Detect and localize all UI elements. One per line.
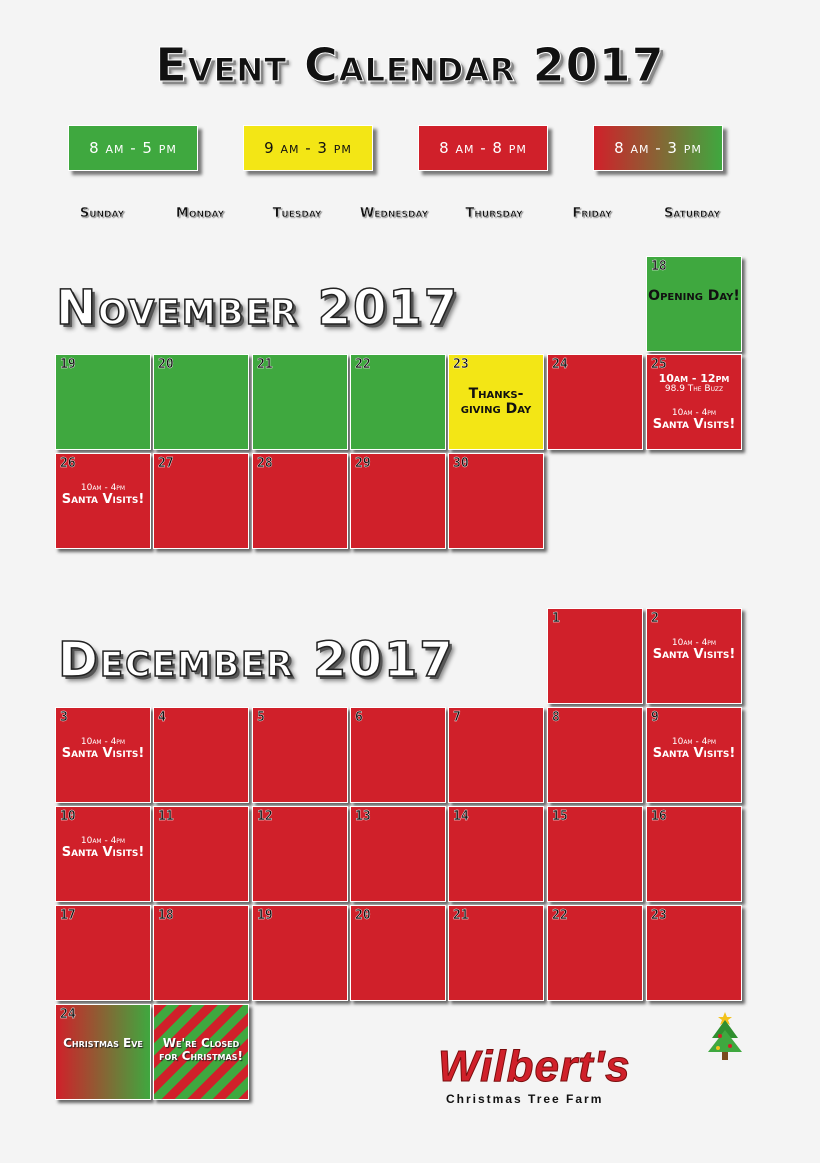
day-number: 4 [158,710,166,725]
event-name: Santa Visits! [652,647,736,663]
weekday-friday: Friday [572,206,612,221]
page-title: Event Calendar 2017 [155,38,665,92]
november-day-cell [252,453,348,549]
event-time: 10am - 4pm [671,638,717,648]
legend-gradient [593,125,723,171]
day-number: 26 [60,456,76,471]
radio-time: 10am - 12pm [658,372,730,385]
november-day-cell [55,354,151,450]
event-name: Santa Visits! [61,746,145,762]
december-day-cell [646,707,742,803]
november-day-cell [350,453,446,549]
day-number: 14 [453,809,469,824]
weekday-thursday: Thursday [465,206,523,221]
december-day-cell [547,608,643,704]
day-number: 3 [60,710,68,725]
december-day-cell [448,707,544,803]
day-number: 25 [651,357,667,372]
day-number: 29 [355,456,371,471]
event-text [647,639,741,662]
event-name: Santa Visits! [652,417,736,433]
day-number: 11 [158,809,174,824]
day-number: 22 [355,357,371,372]
event-name: Santa Visits! [61,845,145,861]
december-day-cell [252,905,348,1001]
day-number: 7 [453,710,461,725]
logo-name: Wilbert's [438,1042,631,1091]
december-day-cell [350,806,446,902]
day-number: 16 [651,809,667,824]
december-day-cell [55,1004,151,1100]
event-text [647,738,741,761]
event-time: 10am - 4pm [671,408,717,418]
day-number: 15 [552,809,568,824]
november-day-cell [646,354,742,450]
december-day-cell [646,905,742,1001]
day-number: 24 [552,357,568,372]
event-text [56,738,150,761]
november-day-cell [252,354,348,450]
day-number: 18 [651,259,667,274]
radio-event [647,373,741,394]
legend-red [418,125,548,171]
december-day-cell [448,905,544,1001]
wilberts-logo [428,1040,738,1110]
weekday-tuesday: Tuesday [272,206,322,221]
day-number: 2 [651,611,659,626]
november-day-cell [448,354,544,450]
day-number: 19 [257,908,273,923]
december-day-cell [55,905,151,1001]
radio-station: 98.9 The Buzz [664,383,724,394]
december-day-cell [547,905,643,1001]
logo-tagline: Christmas Tree Farm [446,1092,604,1106]
day-number: 1 [552,611,560,626]
day-number: 22 [552,908,568,923]
day-number: 6 [355,710,363,725]
event-time: 10am - 4pm [671,737,717,747]
december-day-cell [448,806,544,902]
december-day-cell [547,707,643,803]
day-number: 24 [60,1007,76,1022]
december-day-cell [153,806,249,902]
november-title: November 2017 [56,280,460,336]
december-day-cell [153,1004,249,1100]
day-number: 10 [60,809,76,824]
november-day-cell [448,453,544,549]
december-day-cell [646,608,742,704]
event-text [56,1037,150,1050]
day-number: 21 [257,357,273,372]
event-text [56,484,150,507]
december-day-cell [55,806,151,902]
day-number: 5 [257,710,265,725]
weekday-wednesday: Wednesday [359,206,429,221]
november-day-cell [547,354,643,450]
day-number: 23 [651,908,667,923]
legend-yellow [243,125,373,171]
weekday-monday: Monday [175,206,225,221]
legend-green [68,125,198,171]
december-day-cell [153,707,249,803]
event-text: Thanks-giving Day [460,386,532,417]
day-number: 21 [453,908,469,923]
day-number: 28 [257,456,273,471]
december-day-cell [252,806,348,902]
day-number: 18 [158,908,174,923]
day-number: 20 [355,908,371,923]
weekday-saturday: Saturday [663,206,721,221]
november-day-cell [153,453,249,549]
legend-label: 8 am - 3 pm [614,139,702,157]
november-day-cell [153,354,249,450]
day-number: 19 [60,357,76,372]
day-number: 20 [158,357,174,372]
event-time: 10am - 4pm [80,737,126,747]
event-name: Christmas Eve [63,1036,143,1050]
day-number: 12 [257,809,273,824]
day-number: 27 [158,456,174,471]
december-day-cell [350,707,446,803]
november-day-cell [55,453,151,549]
december-day-cell [547,806,643,902]
december-day-cell [55,707,151,803]
event-name: Santa Visits! [652,746,736,762]
event-text [154,1037,248,1062]
day-number: 17 [60,908,76,923]
november-day-cell [350,354,446,450]
day-number: 23 [453,357,469,372]
event-text [647,409,741,432]
legend-label: 9 am - 3 pm [264,139,352,157]
december-day-cell [646,806,742,902]
december-day-cell [153,905,249,1001]
december-day-cell [252,707,348,803]
event-text: Opening Day! [648,288,740,304]
day-number: 30 [453,456,469,471]
december-title: December 2017 [58,632,455,688]
day-number: 13 [355,809,371,824]
december-day-cell [350,905,446,1001]
day-number: 9 [651,710,659,725]
event-time: 10am - 4pm [80,483,126,493]
event-name: Santa Visits! [61,492,145,508]
day-number: 8 [552,710,560,725]
november-day-cell [646,256,742,352]
event-text [56,837,150,860]
event-name: We're Closed for Christmas! [159,1036,243,1063]
weekday-sunday: Sunday [79,206,125,221]
legend-label: 8 am - 5 pm [89,139,177,157]
event-time: 10am - 4pm [80,836,126,846]
legend-label: 8 am - 8 pm [439,139,527,157]
